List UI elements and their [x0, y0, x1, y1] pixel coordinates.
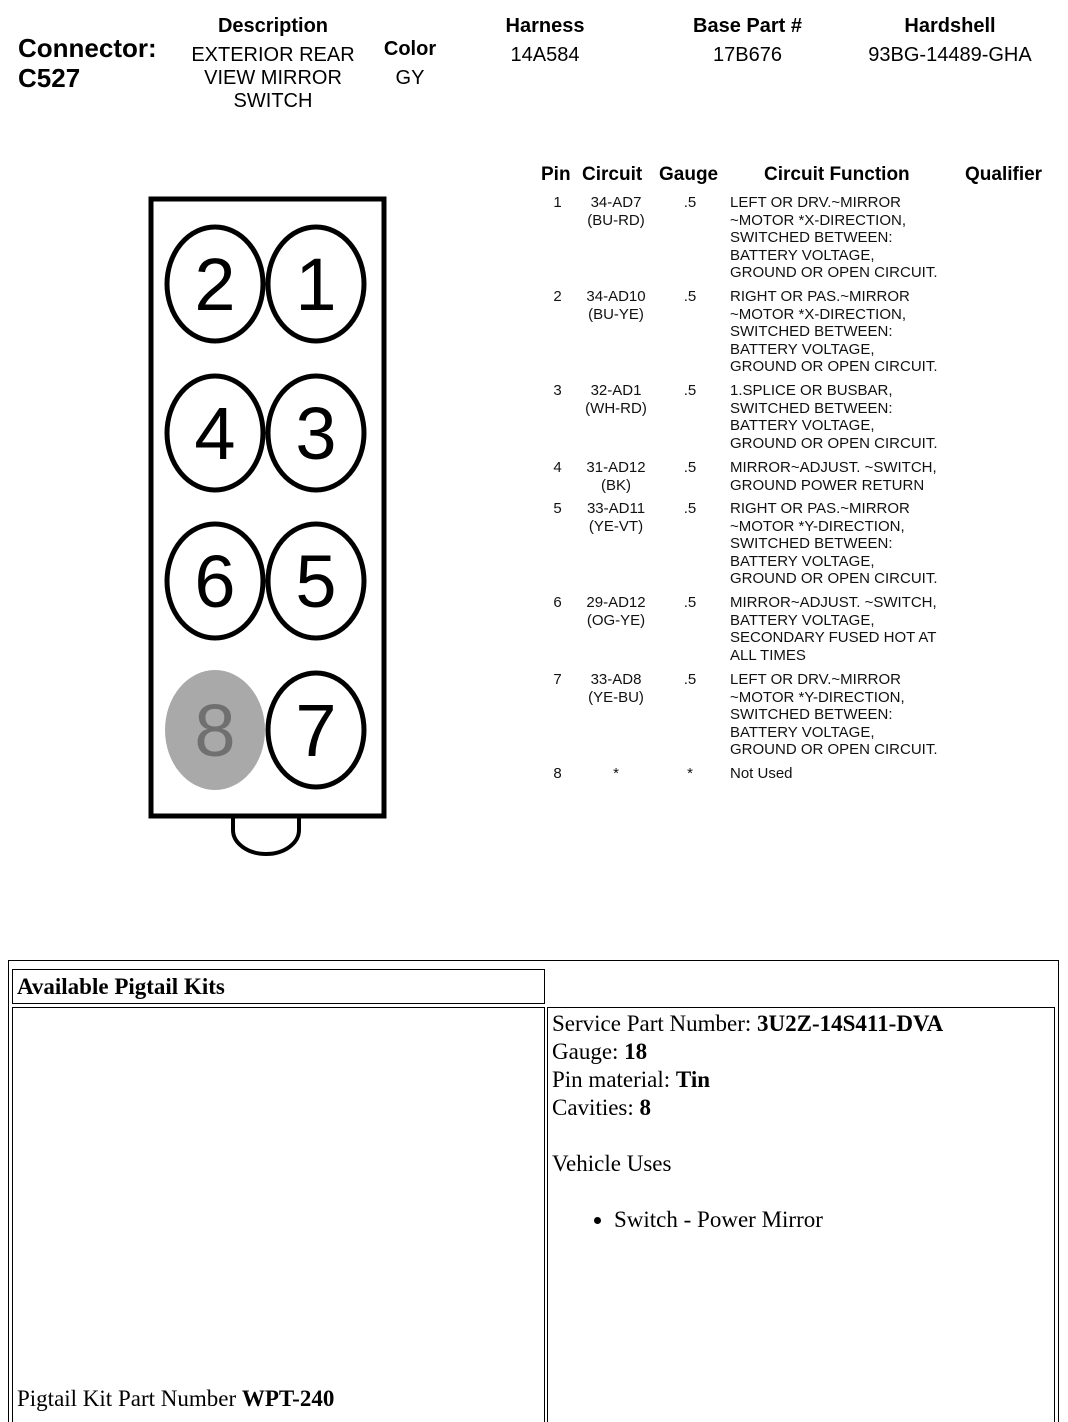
circuit-function: LEFT OR DRV.~MIRROR ~MOTOR *Y-DIRECTION, SWITCHED BETWEEN: BATTERY VOLTAGE, GROUND OR OPEN CIRCUIT.: [730, 671, 938, 758]
pigtail-title: Available Pigtail Kits: [17, 974, 225, 999]
pin-material-value: Tin: [675, 1067, 711, 1092]
gauge-value: .5: [683, 459, 697, 476]
gauge-value: .5: [683, 500, 697, 517]
circuit-id: 33-AD11: [586, 500, 646, 517]
gauge-value: .5: [683, 382, 697, 399]
pin-number: 7: [553, 671, 562, 688]
cavities-label: Cavities:: [552, 1095, 634, 1120]
harness-column: [480, 15, 610, 67]
col-header-pin: Pin: [541, 164, 571, 185]
pin-cavity-label: 6: [194, 540, 236, 623]
vehicle-uses-label: Vehicle Uses: [552, 1151, 672, 1176]
circuit-id: 33-AD8: [590, 671, 642, 688]
pin-number: 1: [553, 194, 562, 211]
hardshell-value: 93BG-14489-GHA: [868, 44, 1032, 66]
col-header-function: Circuit Function: [764, 164, 910, 185]
circuit-cell: [580, 459, 652, 494]
gauge-value: .5: [683, 671, 697, 688]
circuit-cell: [580, 765, 652, 783]
circuit-function: 1.SPLICE OR BUSBAR, SWITCHED BETWEEN: BATTERY VOLTAGE, GROUND OR OPEN CIRCUIT.: [730, 382, 938, 452]
pin-material-line: [552, 1066, 943, 1094]
pin-number: 8: [553, 765, 562, 782]
description-line: VIEW MIRROR: [204, 67, 342, 89]
vehicle-uses-list: [552, 1206, 943, 1234]
circuit-color: (BU-RD): [587, 211, 645, 229]
pigtail-image-cell: [12, 1007, 545, 1422]
circuit-function: LEFT OR DRV.~MIRROR ~MOTOR *X-DIRECTION, SWITCHED BETWEEN: BATTERY VOLTAGE, GROUND OR OPEN CIRCUIT.: [730, 194, 938, 281]
pin-cavity-label: 1: [295, 243, 337, 326]
hardshell-label: Hardshell: [904, 15, 996, 37]
harness-value: 14A584: [510, 44, 580, 66]
pigtail-details: [552, 1010, 943, 1234]
circuit-id: 29-AD12: [586, 594, 646, 611]
cavities-value: 8: [639, 1095, 652, 1120]
circuit-cell: [580, 500, 652, 535]
circuit-function: RIGHT OR PAS.~MIRROR ~MOTOR *Y-DIRECTION, SWITCHED BETWEEN: BATTERY VOLTAGE, GROUND OR OPEN CIRCUIT.: [730, 500, 938, 587]
circuit-function: MIRROR~ADJUST. ~SWITCH, BATTERY VOLTAGE, SECONDARY FUSED HOT AT ALL TIMES: [730, 594, 937, 664]
circuit-id: 34-AD7: [590, 194, 642, 211]
gauge-value: 18: [624, 1039, 648, 1064]
pin-number: 4: [553, 459, 562, 476]
description-line: SWITCH: [233, 90, 313, 112]
pin-cavity-label: 4: [194, 392, 236, 475]
circuit-id: 31-AD12: [586, 459, 646, 476]
vehicle-use-item: • Switch - Power Mirror: [614, 1206, 943, 1234]
circuit-cell: [580, 288, 652, 323]
pigtail-details-cell: [547, 1007, 1055, 1422]
circuit-cell: [580, 671, 652, 706]
col-header-qualifier: Qualifier: [965, 164, 1043, 185]
pigtail-kit-part: [17, 1385, 334, 1413]
circuit-color: (WH-RD): [585, 399, 647, 417]
circuit-color: (BK): [601, 476, 631, 494]
gauge-value: .5: [683, 288, 697, 305]
gauge-value: .5: [683, 594, 697, 611]
pin-cavity-label: 7: [295, 689, 337, 772]
pin-cavity-7: [268, 673, 364, 787]
gauge-value: *: [687, 765, 693, 782]
pin-cavity-3: [268, 376, 364, 490]
circuit-color: (BU-YE): [588, 305, 644, 323]
hardshell-column: [855, 15, 1045, 67]
base-part-value: 17B676: [713, 44, 782, 66]
circuit-color: (OG-YE): [586, 611, 646, 629]
pigtail-title-cell: [12, 969, 545, 1004]
pin-number: 5: [553, 500, 562, 517]
pin-cavity-6: [167, 524, 263, 638]
col-header-gauge: Gauge: [659, 164, 719, 185]
circuit-cell: [580, 382, 652, 417]
circuit-id: *: [613, 765, 619, 782]
base-part-column: [670, 15, 825, 67]
gauge-line: [552, 1038, 943, 1066]
pin-number: 2: [553, 288, 562, 305]
pin-cavity-2: [167, 227, 263, 341]
circuit-cell: [580, 594, 652, 629]
harness-label: Harness: [505, 15, 585, 37]
connector-id: C527: [18, 63, 81, 93]
connector-latch: [233, 817, 299, 854]
pin-cavity-label: 8: [194, 689, 236, 772]
color-label: Color: [383, 38, 437, 60]
description-line: EXTERIOR REAR: [191, 44, 355, 66]
kit-part-label: Pigtail Kit Part Number: [17, 1386, 237, 1411]
col-header-circuit: Circuit: [582, 164, 643, 185]
service-part-label: Service Part Number:: [552, 1011, 752, 1036]
pin-cavity-label: 5: [295, 540, 337, 623]
cavities-line: [552, 1094, 943, 1122]
pin-number: 3: [553, 382, 562, 399]
circuit-cell: [580, 194, 652, 229]
description-label: Description: [217, 15, 329, 37]
circuit-id: 34-AD10: [586, 288, 646, 305]
service-part-value: 3U2Z-14S411-DVA: [757, 1011, 944, 1036]
connector-face-diagram: [0, 0, 420, 880]
pin-cavity-label: 2: [194, 243, 236, 326]
pin-cavity-1: [268, 227, 364, 341]
connector-label: Connector:: [18, 33, 157, 63]
kit-part-value: WPT-240: [241, 1386, 335, 1411]
pin-cavity-4: [167, 376, 263, 490]
pin-cavity-8: [165, 670, 265, 790]
color-value: GY: [395, 67, 425, 89]
circuit-id: 32-AD1: [590, 382, 642, 399]
gauge-label: Gauge:: [552, 1039, 619, 1064]
pin-material-label: Pin material:: [552, 1067, 671, 1092]
service-part-line: [552, 1010, 943, 1038]
pin-cavity-label: 3: [295, 392, 337, 475]
circuit-function: RIGHT OR PAS.~MIRROR ~MOTOR *X-DIRECTION, SWITCHED BETWEEN: BATTERY VOLTAGE, GROUND OR OPEN CIRCUIT.: [730, 288, 938, 375]
circuit-function: MIRROR~ADJUST. ~SWITCH, GROUND POWER RETURN: [730, 459, 937, 494]
pin-cavity-5: [268, 524, 364, 638]
circuit-color: (YE-VT): [588, 517, 644, 535]
pin-number: 6: [553, 594, 562, 611]
gauge-value: .5: [683, 194, 697, 211]
base-part-label: Base Part #: [693, 15, 802, 37]
circuit-color: (YE-BU): [588, 688, 644, 706]
circuit-function: Not Used: [730, 765, 793, 782]
